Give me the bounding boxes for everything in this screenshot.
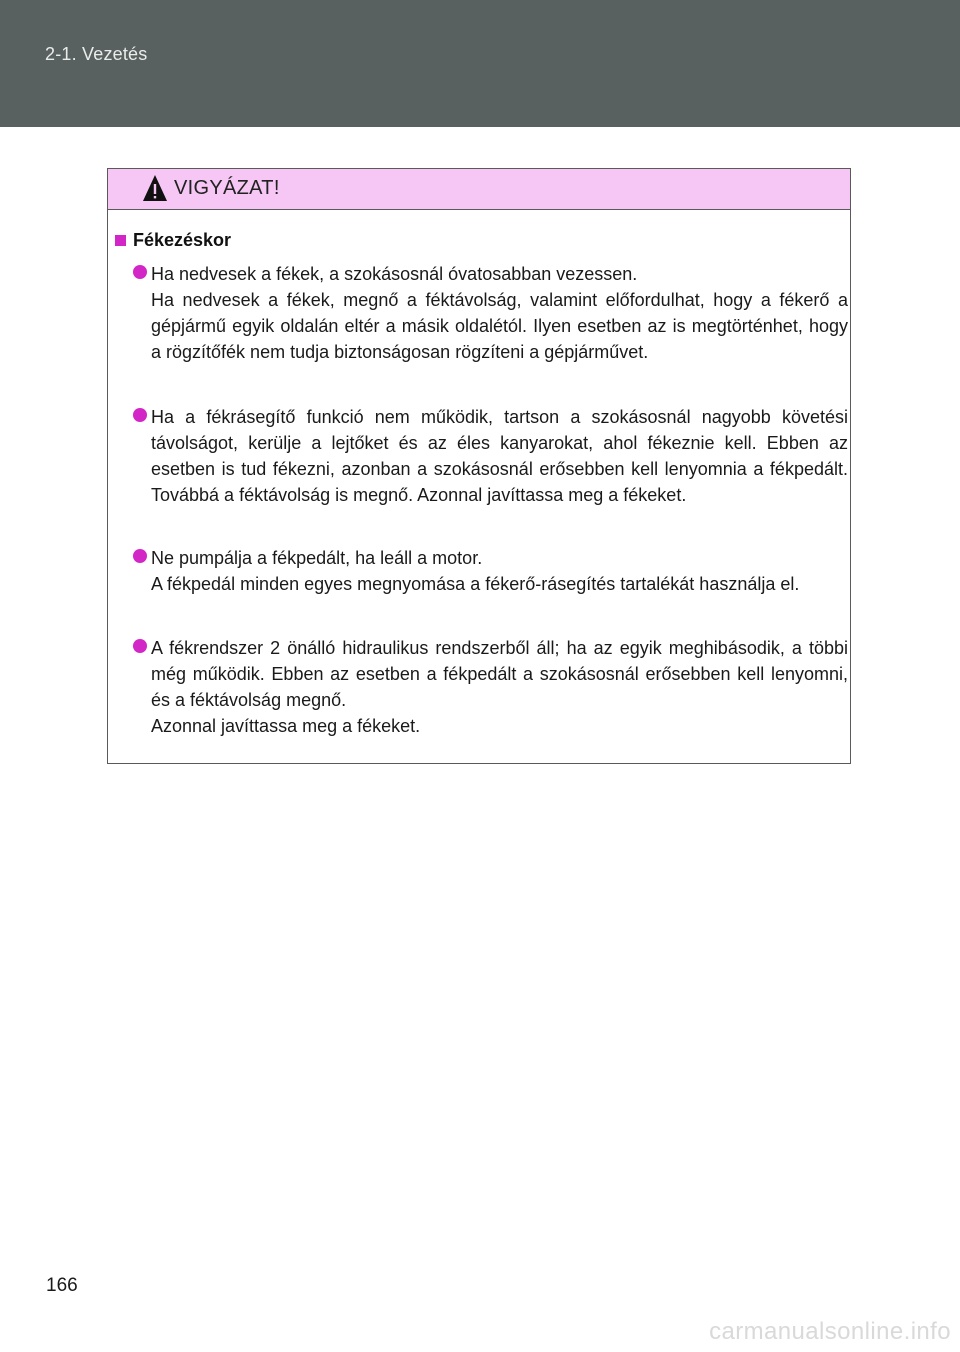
- section-heading: [115, 230, 231, 251]
- caution-title: VIGYÁZAT!: [174, 177, 280, 199]
- page-number: 166: [46, 1275, 78, 1296]
- list-item: [133, 635, 848, 739]
- header-band: [0, 0, 960, 127]
- bullet-dot-icon: [133, 408, 147, 422]
- list-item-text: [151, 635, 848, 739]
- caution-header: [108, 169, 850, 210]
- list-item-lead: A fékrendszer 2 önálló hidraulikus rendszerből áll; ha az egyik meghibásodik, a többi még működik. Ebben az esetben a fékpedált a szokásosnál erősebben kell lenyomni, és a féktávolság megnő.: [151, 638, 848, 710]
- list-item-lead: Ha a fékrásegítő funkció nem működik, tartson a szokásosnál nagyobb követési távolságot, kerülje a lejtőket és az éles kanyarokat, ahol fékeznie kell. Ebben az esetben is tud fékezni, azonban a szokásosnál erősebben kell lenyomnia a fékpedált. Továbbá a féktávolság is megnő. Azonnal javíttassa meg a fékeket.: [151, 407, 848, 505]
- list-item-body: Azonnal javíttassa meg a fékeket.: [151, 716, 421, 736]
- list-item: [133, 261, 848, 365]
- list-item: [133, 545, 848, 597]
- bullet-dot-icon: [133, 639, 147, 653]
- list-item-text: [151, 261, 848, 365]
- section-title: 2-1. Vezetés: [45, 44, 148, 64]
- bullet-dot-icon: [133, 549, 147, 563]
- list-item-body: A fékpedál minden egyes megnyomása a fékerő-rásegítés tartalékát használja el.: [151, 574, 800, 594]
- list-item-body: Ha nedvesek a fékek, megnő a féktávolság, valamint előfordulhat, hogy a fékerő a gépjármű egyik oldalán eltér a másik oldalétól. Ilyen esetben az is megtörténhet, hogy a rögzítőfék nem tudja biztonságosan rögzíteni a gépjárművet.: [151, 290, 848, 362]
- list-item-text: [151, 545, 848, 597]
- list-item-lead: Ha nedvesek a fékek, a szokásosnál óvatosabban vezessen.: [151, 264, 638, 284]
- section-heading-text: Fékezéskor: [133, 230, 232, 250]
- bullet-dot-icon: [133, 265, 147, 279]
- watermark: carmanualsonline.info: [709, 1318, 951, 1345]
- list-item-text: [151, 404, 848, 508]
- list-item: [133, 404, 848, 508]
- warning-triangle-icon: [141, 172, 169, 205]
- list-item-lead: Ne pumpálja a fékpedált, ha leáll a motor.: [151, 548, 483, 568]
- caution-box: [107, 168, 851, 764]
- square-bullet-icon: [115, 235, 126, 246]
